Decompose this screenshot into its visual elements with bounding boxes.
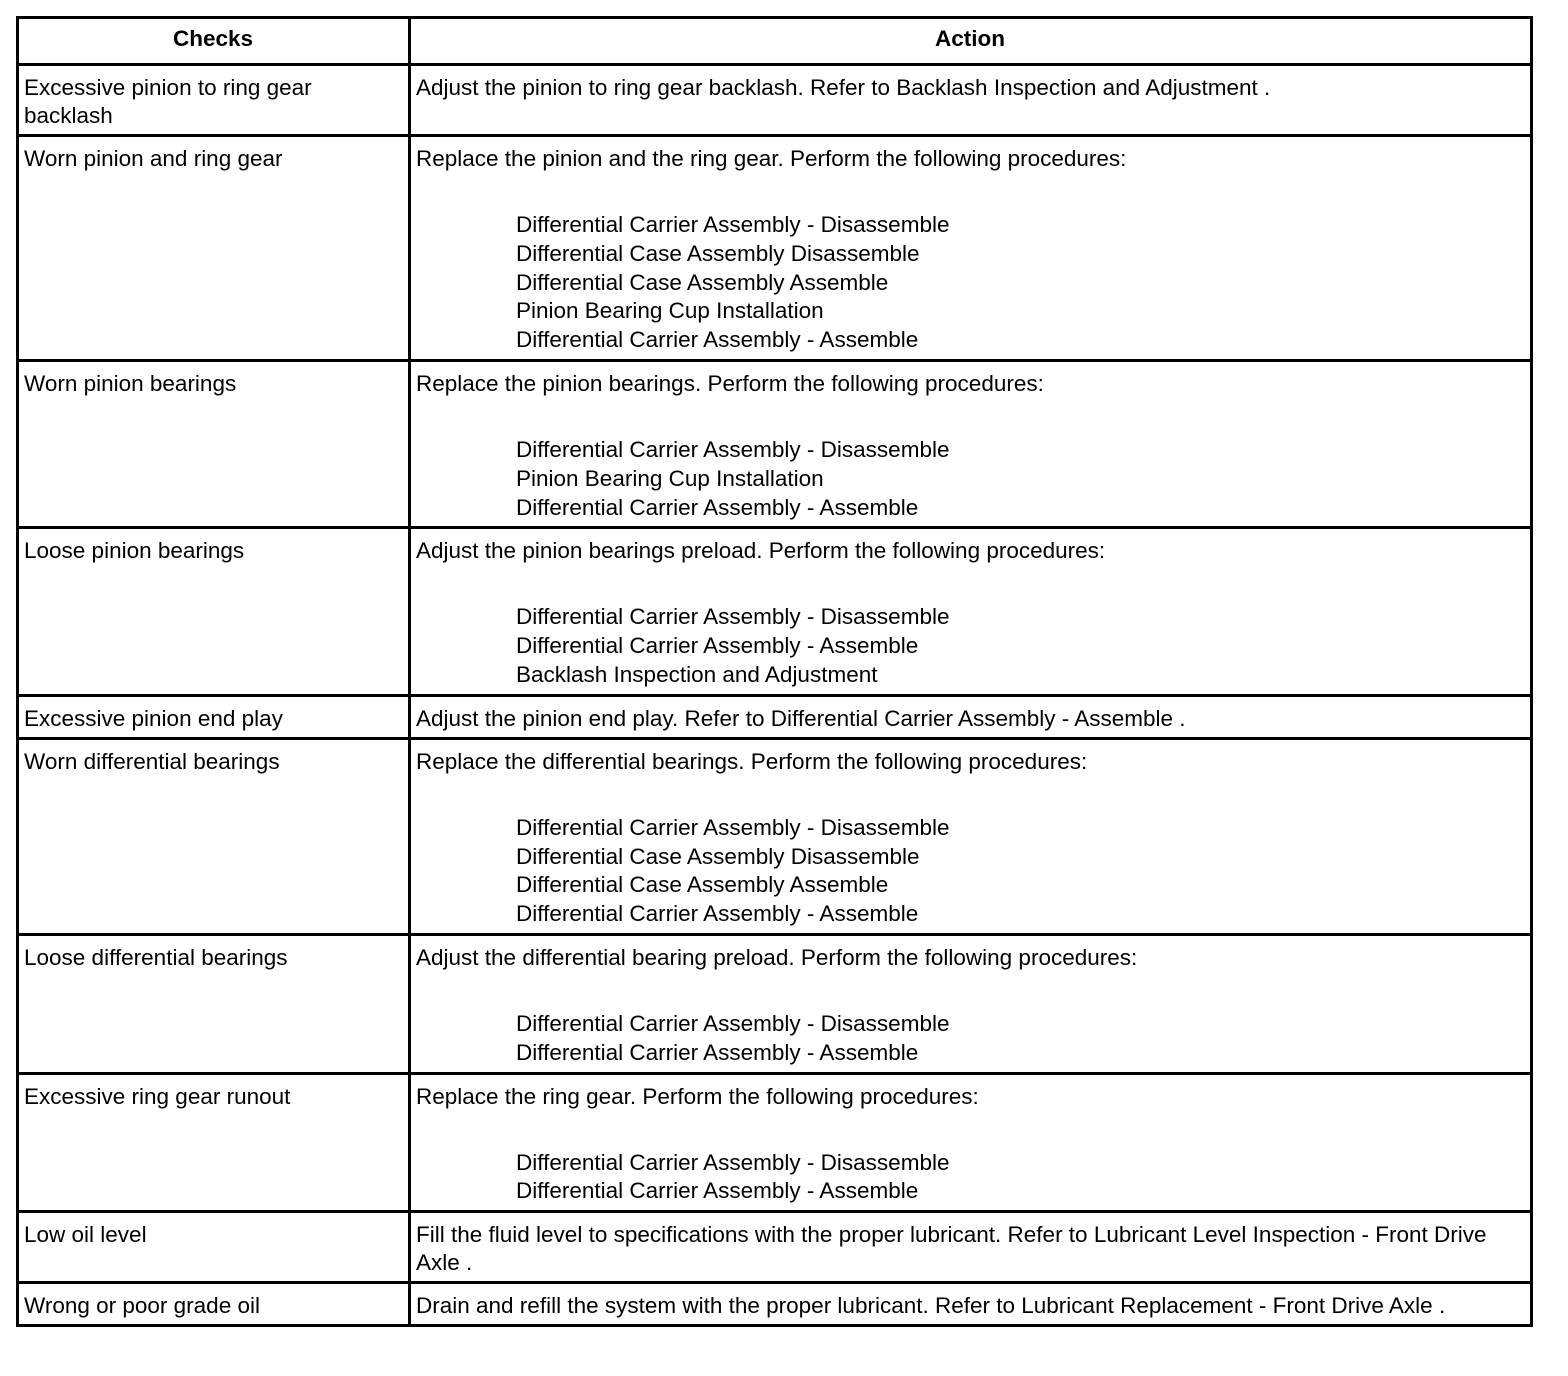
procedure-item: Differential Carrier Assembly - Disassemble xyxy=(516,1010,950,1036)
action-text: Adjust the pinion end play. Refer to Differential Carrier Assembly - Assemble . xyxy=(416,705,1186,731)
action-text: Replace the differential bearings. Perform the following procedures: xyxy=(416,748,1088,774)
table-row xyxy=(18,1283,1532,1326)
check-cell: Excessive ring gear runout xyxy=(18,1073,410,1212)
action-text: Replace the ring gear. Perform the following procedures: xyxy=(416,1083,979,1109)
check-cell: Excessive pinion end play xyxy=(18,695,410,738)
procedure-item: Differential Carrier Assembly - Disassemble xyxy=(516,814,950,840)
action-text: Fill the fluid level to specifications with the proper lubricant. Refer to Lubricant Level Inspection - Front Drive Axle . xyxy=(416,1222,1487,1276)
check-cell: Excessive pinion to ring gear backlash xyxy=(18,65,410,136)
procedure-item: Differential Carrier Assembly - Assemble xyxy=(516,327,919,353)
action-text: Adjust the pinion bearings preload. Perform the following procedures: xyxy=(416,538,1106,564)
action-text: Adjust the differential bearing preload. Perform the following procedures: xyxy=(416,944,1138,970)
procedure-item: Differential Carrier Assembly - Assemble xyxy=(516,494,919,520)
procedure-item: Differential Carrier Assembly - Disassemble xyxy=(516,604,950,630)
procedure-item: Differential Carrier Assembly - Assemble xyxy=(516,633,919,659)
check-cell: Loose differential bearings xyxy=(18,934,410,1073)
procedure-list xyxy=(516,603,1524,689)
action-cell xyxy=(410,65,1532,136)
table-row xyxy=(18,360,1532,527)
procedure-item: Differential Carrier Assembly - Disassemble xyxy=(516,436,950,462)
table-row xyxy=(18,934,1532,1073)
procedure-item: Differential Case Assembly Disassemble xyxy=(516,240,920,266)
table-row xyxy=(18,528,1532,695)
procedure-item: Differential Case Assembly Assemble xyxy=(516,269,889,295)
action-cell xyxy=(410,1283,1532,1326)
action-text: Replace the pinion and the ring gear. Perform the following procedures: xyxy=(416,146,1127,171)
procedure-item: Differential Carrier Assembly - Assemble xyxy=(516,1039,919,1065)
action-cell xyxy=(410,934,1532,1073)
table-row xyxy=(18,738,1532,934)
procedure-item: Differential Case Assembly Assemble xyxy=(516,872,889,898)
action-cell xyxy=(410,360,1532,527)
procedure-list xyxy=(516,1010,1524,1068)
action-cell xyxy=(410,528,1532,695)
procedure-list xyxy=(516,814,1524,929)
action-text: Replace the pinion bearings. Perform the following procedures: xyxy=(416,370,1044,396)
procedure-item: Differential Carrier Assembly - Assemble xyxy=(516,1178,919,1204)
table-body xyxy=(18,65,1532,1326)
check-cell: Worn pinion bearings xyxy=(18,360,410,527)
action-cell xyxy=(410,136,1532,361)
procedure-item: Differential Carrier Assembly - Assemble xyxy=(516,901,919,927)
header-checks: Checks xyxy=(18,18,410,65)
check-cell: Wrong or poor grade oil xyxy=(18,1283,410,1326)
procedure-item: Backlash Inspection and Adjustment xyxy=(516,661,878,687)
table-row xyxy=(18,1212,1532,1283)
procedure-list xyxy=(516,211,1524,355)
action-cell xyxy=(410,1212,1532,1283)
action-cell xyxy=(410,738,1532,934)
action-text: Adjust the pinion to ring gear backlash. Refer to Backlash Inspection and Adjustment . xyxy=(416,75,1271,100)
action-cell xyxy=(410,695,1532,738)
action-text: Drain and refill the system with the proper lubricant. Refer to Lubricant Replacement - Front Drive Axle . xyxy=(416,1293,1446,1319)
action-cell xyxy=(410,1073,1532,1212)
check-cell: Low oil level xyxy=(18,1212,410,1283)
check-cell: Worn differential bearings xyxy=(18,738,410,934)
check-cell: Worn pinion and ring gear xyxy=(18,136,410,361)
procedure-item: Differential Case Assembly Disassemble xyxy=(516,843,920,869)
table-row xyxy=(18,65,1532,136)
table-row xyxy=(18,1073,1532,1212)
check-cell: Loose pinion bearings xyxy=(18,528,410,695)
procedure-item: Differential Carrier Assembly - Disassemble xyxy=(516,212,950,237)
table-row xyxy=(18,695,1532,738)
checks-action-table xyxy=(16,16,1533,1327)
procedure-item: Differential Carrier Assembly - Disassemble xyxy=(516,1149,950,1175)
procedure-list xyxy=(516,436,1524,522)
procedure-list xyxy=(516,1149,1524,1207)
procedure-item: Pinion Bearing Cup Installation xyxy=(516,465,824,491)
header-action: Action xyxy=(410,18,1532,65)
procedure-item: Pinion Bearing Cup Installation xyxy=(516,298,824,324)
table-row xyxy=(18,136,1532,361)
table-header-row xyxy=(18,18,1532,65)
